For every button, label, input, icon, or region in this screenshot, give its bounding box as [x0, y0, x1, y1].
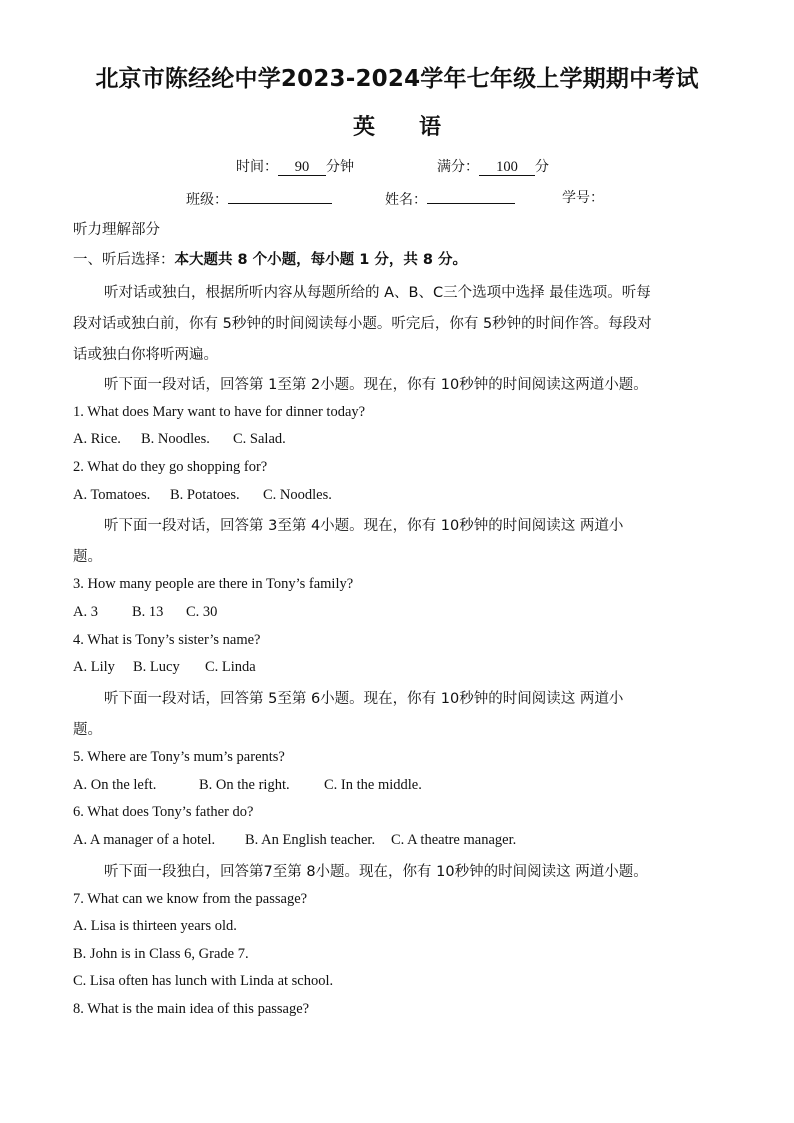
- option[interactable]: B. 13: [132, 604, 164, 620]
- question-4: 4. What is Tony’s sister’s name?: [73, 632, 261, 648]
- exam-subject: 英语: [352, 115, 485, 140]
- score-label: 满分：: [437, 159, 479, 175]
- option[interactable]: C. 30: [186, 604, 218, 620]
- part1-lead: 一、听后选择：: [73, 252, 175, 268]
- option[interactable]: C. Linda: [205, 659, 256, 675]
- option[interactable]: A. Tomatoes.: [73, 487, 151, 503]
- option[interactable]: B. On the right.: [199, 777, 290, 793]
- question-3: 3. How many people are there in Tony’s family?: [73, 576, 354, 592]
- class-blank[interactable]: [228, 187, 332, 204]
- question-7: 7. What can we know from the passage?: [73, 891, 308, 907]
- student-id-label: 学号：: [562, 190, 604, 206]
- option[interactable]: A. On the left.: [73, 777, 157, 793]
- time-info: [236, 156, 354, 176]
- part1-rule: 本大题共 8 个小题，每小题 1 分，共 8 分。: [174, 252, 468, 268]
- question-6-options: [73, 832, 516, 849]
- option[interactable]: A. Lily: [73, 659, 115, 675]
- question-1-options: [73, 431, 286, 448]
- time-value: 90: [278, 159, 326, 176]
- question-5: 5. Where are Tony’s mum’s parents?: [73, 749, 285, 765]
- option[interactable]: C. Salad.: [233, 431, 286, 447]
- question-4-options: [73, 659, 256, 676]
- name-blank[interactable]: [427, 187, 515, 204]
- name-field[interactable]: [385, 187, 515, 209]
- class-label: 班级：: [186, 192, 228, 208]
- instruction-line: 段对话或独白前，你有 5秒钟的时间阅读每小题。听完后，你有 5秒钟的时间作答。每段对: [73, 316, 652, 332]
- dialog-instruction: 听下面一段对话，回答第 1至第 2小题。现在，你有 10秒钟的时间阅读这两道小题。: [104, 377, 648, 393]
- option[interactable]: B. Potatoes.: [170, 487, 240, 503]
- option[interactable]: C. A theatre manager.: [391, 832, 517, 848]
- score-info: [437, 156, 549, 176]
- part1-heading: [73, 248, 467, 269]
- question-3-options: [73, 604, 217, 621]
- monologue-instruction: 听下面一段独白，回答第7至第 8小题。现在，你有 10秒钟的时间阅读这 两道小题。: [104, 864, 648, 880]
- question-2: 2. What do they go shopping for?: [73, 459, 268, 475]
- option[interactable]: B. John is in Class 6, Grade 7.: [73, 946, 249, 962]
- question-5-options: [73, 777, 422, 794]
- name-label: 姓名：: [385, 192, 427, 208]
- question-6: 6. What does Tony’s father do?: [73, 804, 254, 820]
- class-field[interactable]: [186, 187, 332, 209]
- score-unit: 分: [535, 159, 549, 175]
- instruction-line: 听对话或独白，根据所听内容从每题所给的 A、B、C三个选项中选择 最佳选项。听每: [104, 285, 651, 301]
- time-unit: 分钟: [326, 159, 354, 175]
- option[interactable]: B. An English teacher.: [245, 832, 376, 848]
- dialog-instruction: 题。: [73, 722, 102, 738]
- option[interactable]: C. In the middle.: [324, 777, 422, 793]
- option[interactable]: A. Rice.: [73, 431, 121, 447]
- exam-title: 北京市陈经纶中学2023-2024学年七年级上学期期中考试: [95, 66, 699, 92]
- dialog-instruction: 听下面一段对话，回答第 3至第 4小题。现在，你有 10秒钟的时间阅读这 两道小: [104, 518, 624, 534]
- question-2-options: [73, 487, 332, 504]
- option[interactable]: C. Noodles.: [263, 487, 332, 503]
- dialog-instruction: 题。: [73, 549, 102, 565]
- dialog-instruction: 听下面一段对话，回答第 5至第 6小题。现在，你有 10秒钟的时间阅读这 两道小: [104, 691, 624, 707]
- option[interactable]: B. Noodles.: [141, 431, 210, 447]
- option[interactable]: C. Lisa often has lunch with Linda at school.: [73, 973, 334, 989]
- score-value: 100: [479, 159, 535, 176]
- option[interactable]: B. Lucy: [133, 659, 180, 675]
- question-1: 1. What does Mary want to have for dinner today?: [73, 404, 366, 420]
- option[interactable]: A. 3: [73, 604, 98, 620]
- listening-section-heading: 听力理解部分: [73, 222, 160, 238]
- student-id-field[interactable]: [562, 187, 604, 207]
- time-label: 时间：: [236, 159, 278, 175]
- question-8: 8. What is the main idea of this passage?: [73, 1001, 310, 1017]
- instruction-line: 话或独白你将听两遍。: [73, 347, 218, 363]
- option[interactable]: A. A manager of a hotel.: [73, 832, 216, 848]
- option[interactable]: A. Lisa is thirteen years old.: [73, 918, 237, 934]
